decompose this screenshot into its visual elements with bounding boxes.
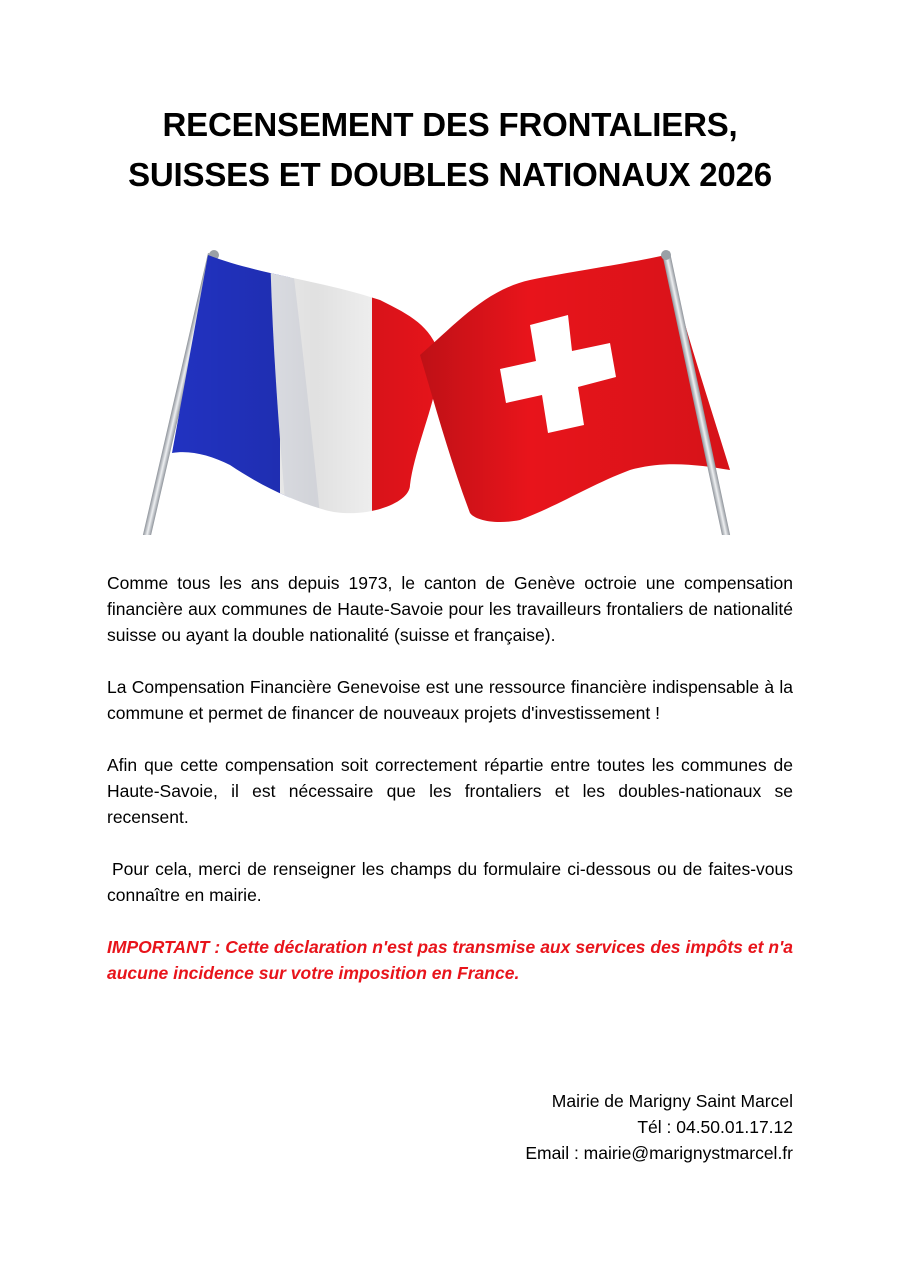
paragraph-4: Pour cela, merci de renseigner les champs du formulaire ci-dessous ou de faites-vous connaître en mairie. — [107, 859, 793, 905]
paragraph-1: Comme tous les ans depuis 1973, le canton de Genève octroie une compensation financière aux communes de Haute-Savoie pour les travailleurs frontaliers de nationalité suisse ou ayant la double nationalité (suisse et française). — [107, 573, 793, 645]
paragraph-3: Afin que cette compensation soit correctement répartie entre toutes les communes de Haute-Savoie, il est nécessaire que les frontaliers et les doubles-nationaux se recensent. — [107, 755, 793, 827]
title-line-2: SUISSES ET DOUBLES NATIONAUX 2026 — [128, 156, 772, 193]
contact-phone: Tél : 04.50.01.17.12 — [637, 1117, 793, 1137]
page-title — [60, 100, 840, 200]
flags-illustration — [110, 245, 770, 535]
contact-block — [393, 1088, 793, 1166]
switzerland-flag-icon — [420, 255, 730, 522]
contact-name: Mairie de Marigny Saint Marcel — [551, 1091, 793, 1111]
paragraph-2: La Compensation Financière Genevoise est une ressource financière indispensable à la commune et permet de financer de nouveaux projets d'investissement ! — [107, 677, 793, 723]
title-line-1: RECENSEMENT DES FRONTALIERS, — [162, 106, 738, 143]
important-notice: IMPORTANT : Cette déclaration n'est pas transmise aux services des impôts et n'a aucune incidence sur votre imposition en France. — [107, 937, 793, 983]
body-text — [107, 570, 793, 1012]
contact-email: Email : mairie@marignystmarcel.fr — [525, 1143, 793, 1163]
